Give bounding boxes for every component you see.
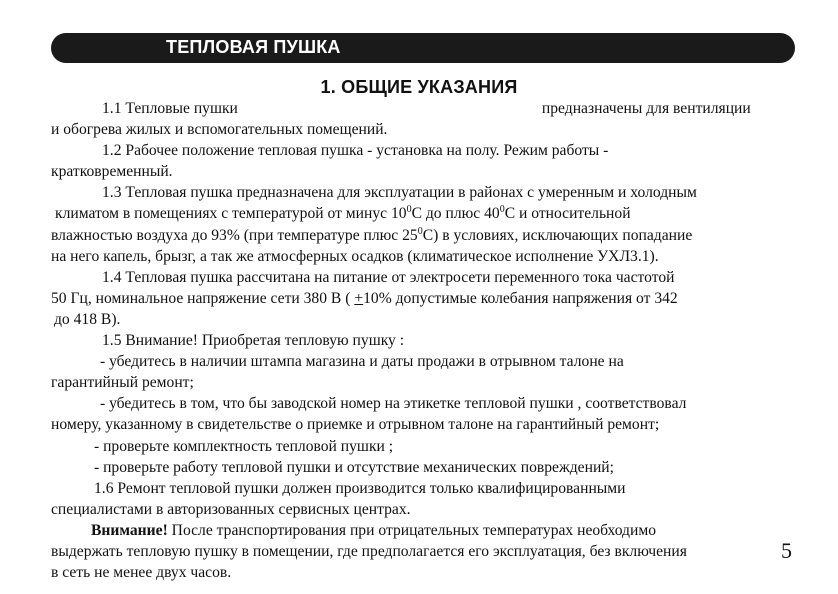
degree-superscript: 0: [499, 204, 505, 216]
paragraph-1-4-line-2: [51, 288, 811, 309]
paragraph-1-2-line-2: кратковременный.: [51, 163, 173, 181]
text-span: 1.1 Тепловые пушки: [102, 100, 238, 117]
paragraph-1-3-line-2: [51, 203, 811, 224]
text-span: 50 Гц, номинальное напряжение сети 380 В (: [51, 289, 355, 307]
warning-line-2: выдержать тепловую пушку в помещении, где предполагается его эксплуатация, без включения: [51, 542, 687, 560]
text-span: предназначены для вентиляции: [541, 100, 751, 117]
paragraph-1-4-line-3: [51, 309, 811, 330]
header-bar: [51, 33, 795, 63]
bullet-4: - проверьте работу тепловой пушки и отсутствие механических повреждений;: [94, 458, 614, 476]
paragraph-1-3-line-3: [51, 225, 811, 246]
degree-superscript: 0: [406, 204, 412, 216]
paragraph-1-5-line-1: 1.5 Внимание! Приобретая тепловую пушку :: [102, 332, 405, 350]
warning-line-3: в сеть не менее двух часов.: [51, 564, 232, 582]
paragraph-1-1-line-2: и обогрева жилых и вспомогательных помещений.: [51, 121, 388, 139]
text-span: 10% допустимые колебания напряжения от 342: [363, 289, 678, 307]
bullet-2-line-2: номеру, указанному в свидетельстве о приемке и отрывном талоне на гарантийный ремонт;: [51, 416, 660, 434]
text-span: до 418 В).: [54, 310, 121, 328]
bullet-1-line-1: - убедитесь в наличии штампа магазина и даты продажи в отрывном талоне на: [100, 353, 624, 371]
bullet-1-line-2: гарантийный ремонт;: [51, 374, 194, 392]
paragraph-1-6-line-2: специалистами в авторизованных сервисных центрах.: [51, 500, 411, 518]
paragraph-1-1-line-1: [51, 98, 811, 119]
bullet-2-line-1: - убедитесь в том, что бы заводской номер на этикетке тепловой пушки , соответствовал: [100, 395, 687, 413]
text-span: С и относительной: [504, 205, 631, 223]
paragraph-1-6-line-1: 1.6 Ремонт тепловой пушки должен производится только квалифицированными: [94, 479, 626, 497]
paragraph-1-2-line-1: 1.2 Рабочее положение тепловая пушка - установка на полу. Режим работы -: [102, 142, 609, 160]
warning-line-1: [51, 520, 811, 541]
text-span: С до плюс 40: [411, 205, 500, 223]
text-span: влажностью воздуха до 93% (при температуре плюс 25: [51, 226, 418, 244]
text-span: климатом в помещениях с температурой от минус 10: [55, 205, 407, 223]
warning-label: Внимание!: [91, 521, 168, 539]
degree-superscript: 0: [417, 225, 423, 237]
paragraph-1-3-line-1: 1.3 Тепловая пушка предназначена для эксплуатации в районах с умеренным и холодным: [102, 184, 697, 202]
bullet-3: - проверьте комплектность тепловой пушки ;: [94, 437, 394, 455]
page-number: 5: [781, 538, 792, 563]
paragraph-1-3-line-4: на него капель, брызг, а так же атмосферных осадков (климатическое исполнение УХЛ3.1).: [51, 247, 659, 265]
text-span: С) в условиях, исключающих попадание: [422, 226, 693, 244]
paragraph-1-4-line-1: 1.4 Тепловая пушка рассчитана на питание от электросети переменного тока частотой: [102, 268, 675, 286]
text-span: После транспортирования при отрицательных температурах необходимо: [167, 521, 656, 539]
body-text: [51, 98, 811, 583]
plus-minus-sign: +: [354, 289, 364, 307]
header-title: ТЕПЛОВАЯ ПУШКА: [166, 37, 341, 57]
section-title: 1. ОБЩИЕ УКАЗАНИЯ: [320, 77, 518, 97]
